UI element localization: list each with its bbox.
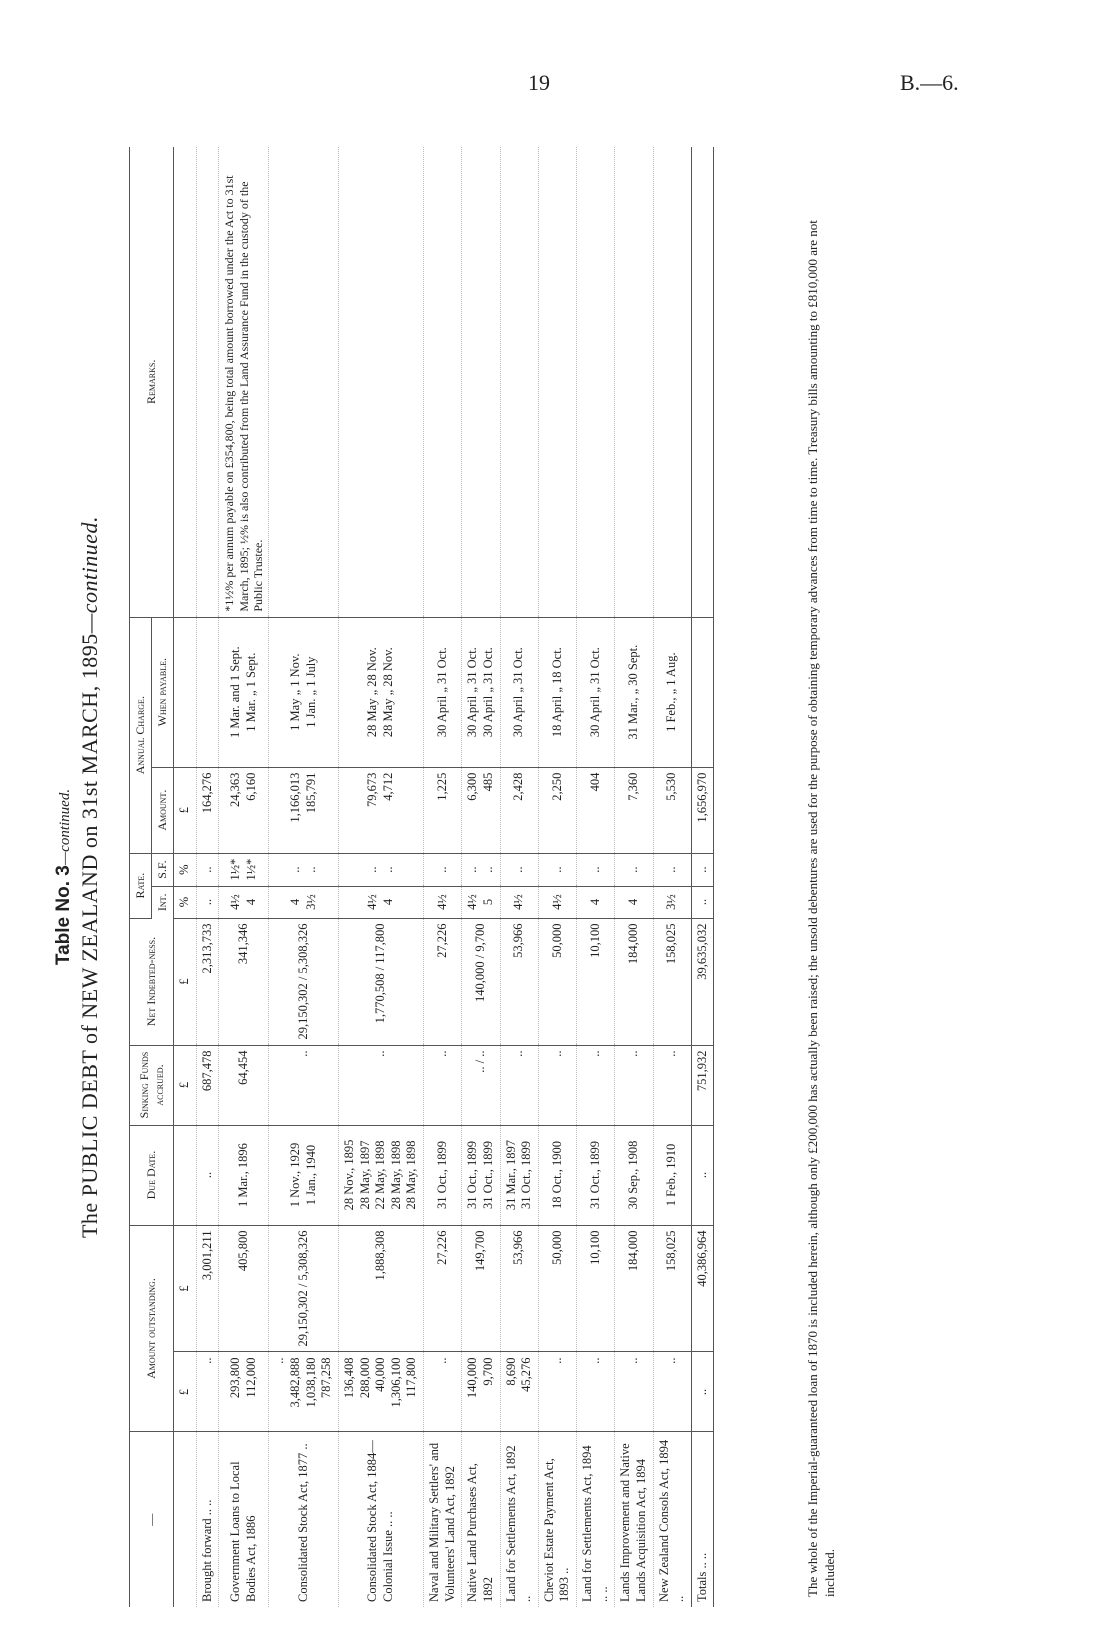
cell-line: 31 Mar., „ 30 Sept. [626,644,641,740]
units-cell-when [174,617,197,767]
cell-int [196,886,219,918]
cell-line: 8,690 [503,1357,518,1386]
cell-line: .. [626,1357,641,1364]
units-cell-due [174,1125,197,1225]
header-rate: Rate. [130,853,152,918]
cell-line: 117,800 [404,1357,419,1398]
cell-annual [219,767,269,853]
cell-sf [338,853,423,886]
unit-amount-a: £ [174,1352,197,1432]
cell-line: 4,712 [380,772,395,801]
table-number-label: Table No. 3 [53,865,74,966]
cell-when [653,617,691,767]
cell-line: 6,300 [465,772,480,801]
cell-amount-a [615,1352,653,1432]
cell-annual [338,767,423,853]
cell-line: 164,276 [199,772,214,814]
cell-loan: Consolidated Stock Act, 1877 .. [269,1432,339,1607]
totals-label: Totals .. .. [691,1432,714,1607]
unit-sinking: £ [174,1045,197,1125]
cell-line: 45,276 [519,1357,534,1392]
cell-line: 3,482,888 [288,1357,303,1408]
cell-line: 1½* [243,858,258,881]
cell-net: 140,000 / 9,700 [462,918,500,1045]
table-row [338,147,423,1607]
cell-amount-b: 405,800 [219,1225,269,1352]
table-title-text: The PUBLIC DEBT of NEW ZEALAND on 31st MARCH, 1895 [77,633,102,1239]
totals-sf: .. [691,853,714,886]
totals-sinking: 751,932 [691,1045,714,1125]
unit-amount-b: £ [174,1225,197,1352]
totals-net: 39,635,032 [691,918,714,1045]
cell-sinking: 687,478 [196,1045,219,1125]
cell-remarks: *1½% per annum payable on £354,800, being total amount borrowed under the Act to 31st March, 1895; ½% is also contributed from the Land Assurance Fund in the custody of the Public Trustee. [219,147,269,617]
cell-annual [538,767,576,853]
table-row [269,147,339,1607]
cell-line: 4½ [365,894,380,910]
cell-loan: Consolidated Stock Act, 1884—Colonial Issue .. .. [338,1432,423,1607]
cell-line: .. [199,898,214,906]
cell-remarks [653,147,691,617]
cell-due-date [577,1125,615,1225]
cell-amount-a [219,1352,269,1432]
cell-due-date [424,1125,462,1225]
table-row [500,147,538,1607]
header-sf: S.F. [152,853,174,886]
cell-line: 1,306,100 [388,1357,403,1408]
cell-line: 40,000 [373,1357,388,1392]
cell-line: .. [664,1357,679,1364]
cell-remarks [577,147,615,617]
header-amount: Amount. [152,767,174,853]
cell-amount-a [577,1352,615,1432]
header-due-date: Due Date. [130,1125,174,1225]
table-row [615,147,653,1607]
cell-line: 28 May, 1897 [357,1140,372,1210]
cell-line: 4 [243,898,258,906]
totals-annual: 1,656,970 [691,767,714,853]
cell-due-date [615,1125,653,1225]
cell-when [538,617,576,767]
cell-int [424,886,462,918]
header-annual-charge: Annual Charge. [130,617,152,853]
cell-line: 30 April „ 31 Oct. [587,647,602,738]
cell-line: .. [303,866,318,873]
cell-sf [462,853,500,886]
table-number [53,147,75,1607]
cell-int [538,886,576,918]
cell-remarks [500,147,538,617]
cell-line: 4½ [228,894,243,910]
cell-amount-b: 1,888,308 [338,1225,423,1352]
cell-annual [500,767,538,853]
cell-net: 53,966 [500,918,538,1045]
cell-line: 2,250 [549,772,564,801]
cell-annual [462,767,500,853]
header-sinking-funds: Sinking Funds accrued. [130,1045,174,1125]
unit-int: % [174,886,197,918]
cell-amount-a [500,1352,538,1432]
cell-sf [500,853,538,886]
header-net-indebtedness: Net Indebted-ness. [130,918,174,1045]
cell-line: .. [199,866,214,873]
table-row [424,147,462,1607]
cell-line: .. [549,866,564,873]
cell-int [269,886,339,918]
cell-line: 4½ [434,894,449,910]
cell-line: 31 Oct., 1899 [587,1140,602,1210]
table-row [538,147,576,1607]
totals-row [691,147,714,1607]
cell-amount-b: 27,226 [424,1225,462,1352]
cell-due-date [500,1125,538,1225]
cell-sinking: .. [424,1045,462,1125]
public-debt-table [129,147,714,1607]
footnote: The whole of the Imperial-guaranteed loan of 1870 is included herein, although only £200,000 has actually been raised; the unsold debentures are used for the purpose of obtaining temporary advances from time to time. Treasury bills amounting to £810,000 are not included. [805,220,837,1597]
cell-line: 1,225 [434,772,449,801]
cell-int [500,886,538,918]
cell-amount-b: 29,150,302 / 5,308,326 [269,1225,339,1352]
cell-net: 341,346 [219,918,269,1045]
page-code: B.—6. [900,70,959,95]
cell-loan: Cheviot Estate Payment Act, 1893 .. [538,1432,576,1607]
cell-when [500,617,538,767]
cell-net: 10,100 [577,918,615,1045]
cell-line: 28 May, 1898 [404,1140,419,1210]
cell-amount-a [424,1352,462,1432]
cell-line: 30 April „ 31 Oct. [434,647,449,738]
cell-net: 2,313,733 [196,918,219,1045]
table-row [196,147,219,1607]
cell-line: .. [272,1357,287,1364]
cell-line: .. [288,866,303,873]
cell-annual [615,767,653,853]
cell-line: 4½ [465,894,480,910]
cell-amount-b: 158,025 [653,1225,691,1352]
cell-line: 293,800 [228,1357,243,1399]
cell-remarks [424,147,462,617]
cell-loan: New Zealand Consols Act, 1894 .. [653,1432,691,1607]
cell-net: 184,000 [615,918,653,1045]
cell-line: .. [480,866,495,873]
cell-line: 31 Oct., 1899 [465,1140,480,1210]
cell-line: 288,000 [357,1357,372,1399]
cell-amount-b: 53,966 [500,1225,538,1352]
header-loan: — [130,1432,174,1607]
cell-when [196,617,219,767]
cell-line: 1 Nov., 1929 [288,1142,303,1208]
cell-line: 5 [480,898,495,906]
totals-due-date: .. [691,1125,714,1225]
cell-line: 4 [288,898,303,906]
cell-when [269,617,339,767]
cell-line: 1,038,180 [303,1357,318,1408]
cell-when [424,617,462,767]
cell-sf [577,853,615,886]
cell-sf [424,853,462,886]
cell-line: .. [664,866,679,873]
cell-annual [577,767,615,853]
cell-line: .. [434,1357,449,1364]
cell-line: 185,791 [303,772,318,814]
cell-line: .. [434,866,449,873]
cell-annual [424,767,462,853]
table-row [219,147,269,1607]
cell-line: .. [626,866,641,873]
cell-remarks [615,147,653,617]
cell-line: 31 Oct., 1899 [480,1140,495,1210]
units-row [174,147,197,1607]
cell-int [219,886,269,918]
cell-amount-a [653,1352,691,1432]
cell-line: 4 [626,898,641,906]
cell-line: 3½ [664,894,679,910]
table-number-continued: —continued. [57,788,73,866]
cell-net: 29,150,302 / 5,308,326 [269,918,339,1045]
cell-amount-b: 50,000 [538,1225,576,1352]
table-row [577,147,615,1607]
page-number: 19 [528,70,550,95]
cell-amount-a [338,1352,423,1432]
cell-line: 1,166,013 [288,772,303,823]
cell-line: .. [587,1357,602,1364]
cell-remarks [462,147,500,617]
cell-line: 485 [480,772,495,792]
cell-sf [615,853,653,886]
cell-line: .. [549,1357,564,1364]
cell-int [653,886,691,918]
cell-sf [269,853,339,886]
unit-annual: £ [174,767,197,853]
totals-amount-a: .. [691,1352,714,1432]
cell-sinking: .. [269,1045,339,1125]
cell-line: 1 Mar., 1896 [236,1143,251,1207]
cell-line: 31 Oct., 1899 [519,1140,534,1210]
units-cell-remarks [174,147,197,617]
cell-remarks [196,147,219,617]
cell-line: 4 [587,898,602,906]
cell-line: 787,258 [319,1357,334,1399]
cell-line: 9,700 [480,1357,495,1386]
cell-loan: Land for Settlements Act, 1894 .. .. [577,1432,615,1607]
table-title-continued: —continued. [77,515,102,634]
cell-sinking: .. [338,1045,423,1125]
unit-sf: % [174,853,197,886]
cell-amount-a [269,1352,339,1432]
cell-when [338,617,423,767]
cell-loan: Naval and Military Settlers' and Volunteers' Land Act, 1892 [424,1432,462,1607]
header-when-payable: When payable. [152,617,174,767]
cell-line: 28 May, 1898 [388,1140,403,1210]
header-remarks: Remarks. [130,147,174,617]
cell-line: 5,530 [664,772,679,801]
cell-amount-b: 3,001,211 [196,1225,219,1352]
cell-line: 31 Oct., 1899 [434,1140,449,1210]
cell-line: 1 Feb., 1910 [664,1143,679,1207]
cell-due-date [219,1125,269,1225]
cell-amount-a [538,1352,576,1432]
cell-sinking: 64,454 [219,1045,269,1125]
cell-due-date [196,1125,219,1225]
cell-amount-b: 149,700 [462,1225,500,1352]
cell-net: 27,226 [424,918,462,1045]
cell-line: 404 [587,772,602,792]
cell-line: 1 Mar. „ 1 Sept. [243,652,258,732]
table-body [174,147,692,1607]
cell-line: 28 May „ 28 Nov. [380,647,395,738]
cell-line: .. [199,1357,214,1364]
cell-when [462,617,500,767]
cell-line: 2,428 [511,772,526,801]
cell-line: 1 Mar. and 1 Sept. [228,646,243,738]
cell-amount-a [462,1352,500,1432]
cell-line: 28 Nov., 1895 [341,1139,356,1211]
cell-sf [196,853,219,886]
cell-line: 28 May „ 28 Nov. [365,647,380,738]
header-int: Int. [152,886,174,918]
cell-amount-b: 184,000 [615,1225,653,1352]
totals-amount-b: 40,386,964 [691,1225,714,1352]
cell-line: .. [511,866,526,873]
cell-net: 1,770,508 / 117,800 [338,918,423,1045]
cell-line: 22 May, 1898 [373,1140,388,1210]
cell-loan: Brought forward .. .. [196,1432,219,1607]
cell-line: 18 Oct., 1900 [549,1140,564,1210]
units-cell-loan [174,1432,197,1607]
cell-line: 24,363 [228,772,243,808]
cell-due-date [653,1125,691,1225]
cell-annual [269,767,339,853]
cell-loan: Government Loans to Local Bodies Act, 1886 [219,1432,269,1607]
cell-int [462,886,500,918]
cell-sinking: .. [615,1045,653,1125]
cell-amount-a [196,1352,219,1432]
cell-sinking: .. [577,1045,615,1125]
cell-remarks [269,147,339,617]
cell-line: 1 Jan. „ 1 July [303,656,318,728]
cell-line: 30 April „ 31 Oct. [511,647,526,738]
cell-due-date [269,1125,339,1225]
cell-when [615,617,653,767]
cell-line: 18 April „ 18 Oct. [549,647,564,738]
cell-annual [653,767,691,853]
cell-line: 1 May „ 1 Nov. [288,653,303,731]
cell-int [338,886,423,918]
cell-loan: Land for Settlements Act, 1892 .. [500,1432,538,1607]
cell-remarks [338,147,423,617]
cell-sf [653,853,691,886]
unit-net: £ [174,918,197,1045]
cell-line: 4½ [549,894,564,910]
cell-line: 136,408 [341,1357,356,1399]
totals-when [691,617,714,767]
header-amount-outstanding: Amount outstanding. [130,1225,174,1432]
cell-line: 1½* [228,858,243,881]
cell-amount-b: 10,100 [577,1225,615,1352]
cell-sinking: .. [538,1045,576,1125]
cell-line: 7,360 [626,772,641,801]
cell-line: .. [199,1171,214,1179]
cell-line: 3½ [303,894,318,910]
cell-line: 1 Jan., 1940 [303,1144,318,1206]
cell-net: 158,025 [653,918,691,1045]
cell-line: 30 April „ 31 Oct. [480,647,495,738]
cell-line: 4 [380,898,395,906]
cell-line: 1 Feb., „ 1 Aug. [664,652,679,732]
cell-loan: Lands Improvement and Native Lands Acquisition Act, 1894 [615,1432,653,1607]
table-caption [53,147,103,1607]
cell-sf [219,853,269,886]
cell-line: 30 April „ 31 Oct. [465,647,480,738]
cell-remarks [538,147,576,617]
cell-line: 6,160 [243,772,258,801]
cell-sinking: .. / .. [462,1045,500,1125]
cell-line: .. [380,866,395,873]
table-row [462,147,500,1607]
cell-line: 79,673 [365,772,380,808]
cell-due-date [338,1125,423,1225]
cell-when [577,617,615,767]
cell-net: 50,000 [538,918,576,1045]
rotated-table-sheet [45,147,895,1607]
table-title [77,147,103,1607]
cell-sinking: .. [500,1045,538,1125]
totals-int: .. [691,886,714,918]
cell-due-date [462,1125,500,1225]
cell-sf [538,853,576,886]
cell-due-date [538,1125,576,1225]
cell-when [219,617,269,767]
cell-line: 4½ [511,894,526,910]
cell-int [577,886,615,918]
cell-line: .. [365,866,380,873]
cell-loan: Native Land Purchases Act, 1892 [462,1432,500,1607]
cell-line: .. [465,866,480,873]
cell-annual [196,767,219,853]
cell-int [615,886,653,918]
cell-line: 112,000 [243,1357,258,1398]
cell-line: 31 Mar., 1897 [503,1139,518,1211]
totals-remarks [691,147,714,617]
table-row [653,147,691,1607]
cell-line: 140,000 [465,1357,480,1399]
cell-sinking: .. [653,1045,691,1125]
cell-line: .. [587,866,602,873]
cell-line: 30 Sep., 1908 [626,1140,641,1210]
